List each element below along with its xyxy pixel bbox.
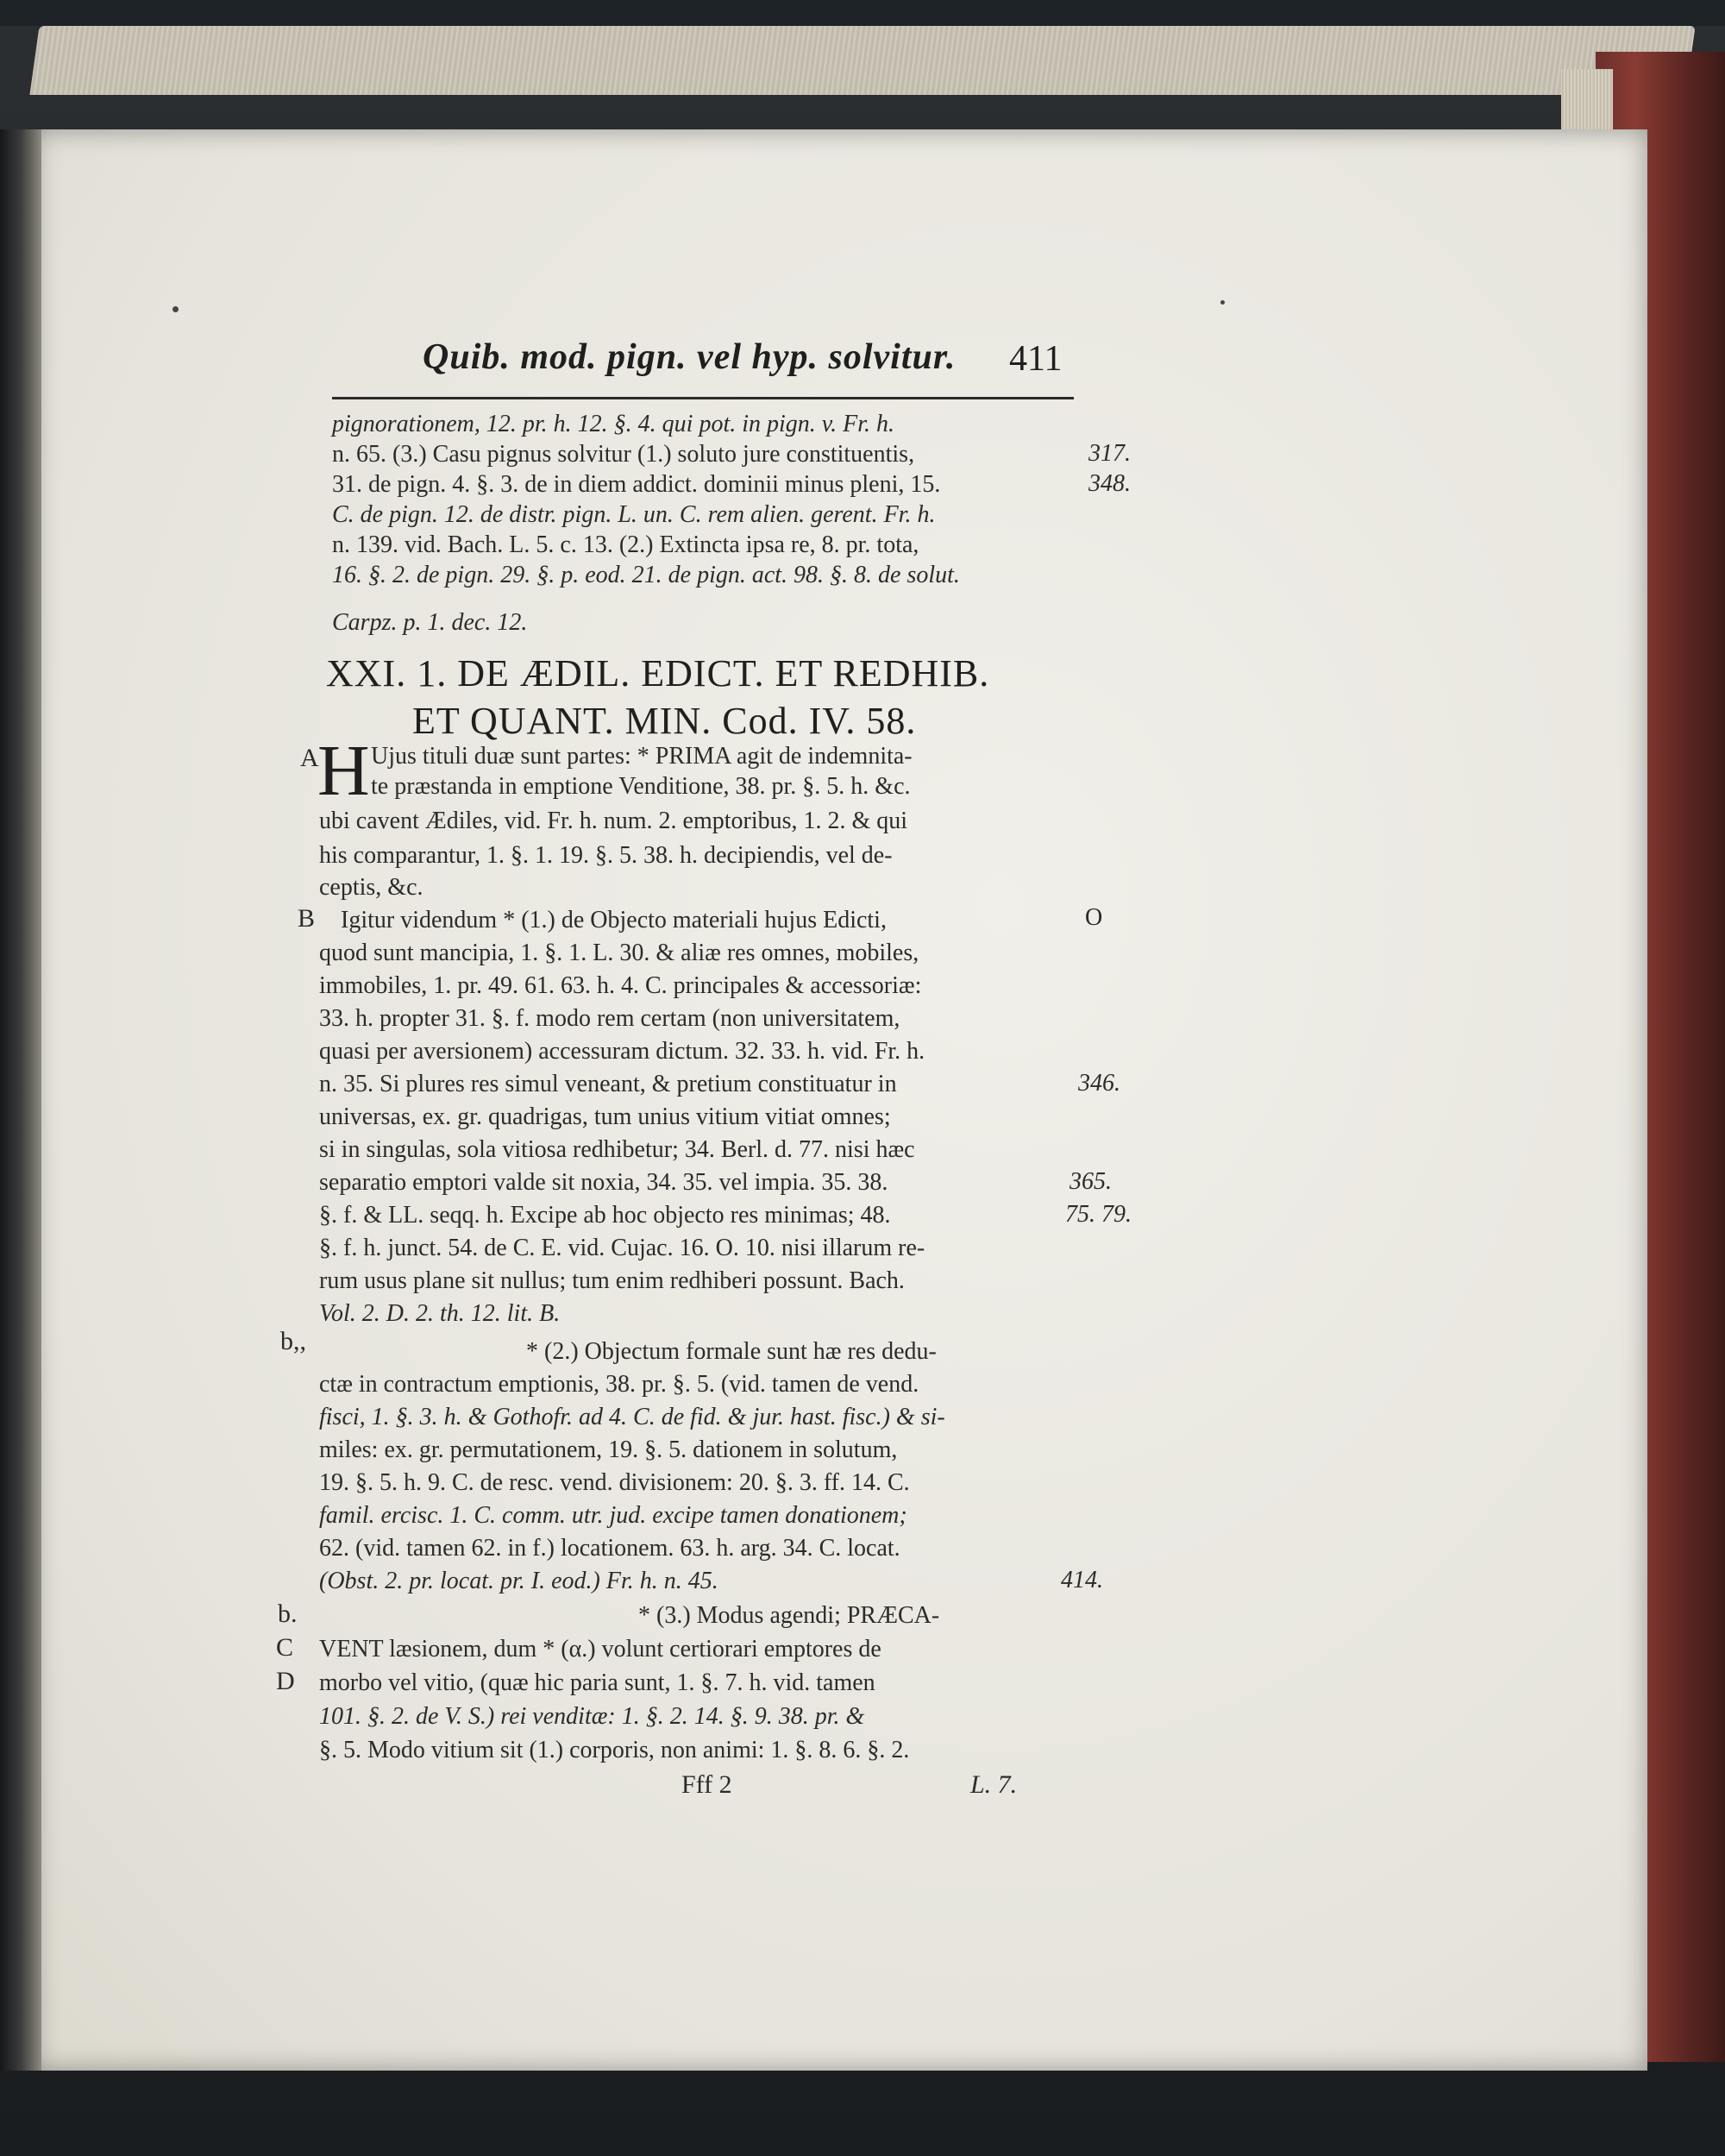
text-line: 62. (vid. tamen 62. in f.) locationem. 63. h. arg. 34. C. locat. [319, 1535, 900, 1562]
margin-letter-a: A [300, 744, 319, 772]
text-line: pignorationem, 12. pr. h. 12. §. 4. qui pot. in pign. v. Fr. h. [332, 411, 895, 437]
margin-letter-b3: b. [278, 1600, 298, 1628]
text-line: Igitur videndum * (1.) de Objecto materiali hujus Edicti, [341, 907, 887, 933]
text-line: Carpz. p. 1. dec. 12. [332, 609, 528, 636]
text-line: 33. h. propter 31. §. f. modo rem certam (non universitatem, [319, 1005, 900, 1032]
text-line: §. f. h. junct. 54. de C. E. vid. Cujac. 16. O. 10. nisi illarum re- [319, 1235, 925, 1261]
text-line: (Obst. 2. pr. locat. pr. I. eod.) Fr. h. n. 45. [319, 1568, 718, 1594]
header-rule [332, 397, 1074, 399]
text-line: quasi per aversionem) accessuram dictum. 32. 33. h. vid. Fr. h. [319, 1038, 925, 1065]
text-line: Ujus tituli duæ sunt partes: * PRIMA agit de indemnita- [371, 743, 913, 770]
text-line: n. 65. (3.) Casu pignus solvitur (1.) soluto jure constituentis, [332, 441, 915, 468]
text-line: rum usus plane sit nullus; tum enim redhiberi possunt. Bach. [319, 1267, 905, 1294]
section-heading-line2: ET QUANT. MIN. Cod. IV. 58. [412, 700, 917, 742]
ink-speck [1220, 300, 1225, 305]
catchword: L. 7. [970, 1770, 1018, 1799]
running-header [405, 336, 1095, 388]
margin-note: 348. [1088, 470, 1131, 497]
text-line: §. 5. Modo vitium sit (1.) corporis, non animi: 1. §. 8. 6. §. 2. [319, 1737, 910, 1763]
text-line: te præstanda in emptione Venditione, 38. pr. §. 5. h. &c. [371, 773, 911, 800]
margin-letter-b2: b,, [280, 1327, 306, 1355]
page-number: 411 [1009, 339, 1063, 379]
section-heading-line1: XXI. 1. DE ÆDIL. EDICT. ET REDHIB. [326, 652, 990, 695]
text-line: * (2.) Objectum formale sunt hæ res dedu- [526, 1338, 937, 1365]
text-line: ubi cavent Ædiles, vid. Fr. h. num. 2. emptoribus, 1. 2. & qui [319, 808, 908, 834]
text-line: * (3.) Modus agendi; PRÆCA- [638, 1602, 940, 1629]
text-line: 16. §. 2. de pign. 29. §. p. eod. 21. de pign. act. 98. §. 8. de solut. [332, 562, 960, 588]
margin-letter-b: B [298, 904, 316, 933]
margin-note: 414. [1061, 1567, 1103, 1593]
page-stack-top [29, 26, 1695, 95]
text-line: his comparantur, 1. §. 1. 19. §. 5. 38. h. decipiendis, vel de- [319, 842, 893, 869]
left-binding [0, 129, 41, 2071]
text-line: VENT læsionem, dum * (α.) volunt certiorari emptores de [319, 1636, 881, 1663]
signature-mark: Fff 2 [681, 1770, 732, 1799]
margin-note: O [1085, 904, 1103, 931]
margin-note: 317. [1088, 440, 1131, 467]
text-line: si in singulas, sola vitiosa redhibetur; 34. Berl. d. 77. nisi hæc [319, 1136, 915, 1163]
text-line: morbo vel vitio, (quæ hic paria sunt, 1. §. 7. h. vid. tamen [319, 1669, 875, 1696]
ink-speck [172, 306, 179, 312]
margin-note: 365. [1070, 1168, 1112, 1195]
text-line: §. f. & LL. seqq. h. Excipe ab hoc objecto res minimas; 48. [319, 1202, 891, 1229]
text-line: miles: ex. gr. permutationem, 19. §. 5. dationem in solutum, [319, 1436, 898, 1463]
text-line: 31. de pign. 4. §. 3. de in diem addict. dominii minus pleni, 15. [332, 471, 941, 498]
text-line: immobiles, 1. pr. 49. 61. 63. h. 4. C. principales & accessoriæ: [319, 972, 922, 999]
text-line: fisci, 1. §. 3. h. & Gothofr. ad 4. C. de fid. & jur. hast. fisc.) & si- [319, 1404, 945, 1430]
text-line: universas, ex. gr. quadrigas, tum unius vitium vitiat omnes; [319, 1103, 891, 1130]
drop-cap: H [317, 731, 370, 811]
running-title: Quib. mod. pign. vel hyp. solvitur. [423, 337, 957, 377]
text-line: C. de pign. 12. de distr. pign. L. un. C. rem alien. gerent. Fr. h. [332, 501, 936, 528]
text-line: n. 35. Si plures res simul veneant, & pretium constituatur in [319, 1071, 897, 1097]
text-line: n. 139. vid. Bach. L. 5. c. 13. (2.) Extincta ipsa re, 8. pr. tota, [332, 531, 919, 558]
text-line: quod sunt mancipia, 1. §. 1. L. 30. & aliæ res omnes, mobiles, [319, 940, 919, 966]
margin-letter-c: C [276, 1633, 294, 1662]
text-line: ctæ in contractum emptionis, 38. pr. §. 5. (vid. tamen de vend. [319, 1371, 919, 1398]
text-line: ceptis, &c. [319, 874, 423, 901]
margin-note: 75. 79. [1065, 1201, 1132, 1228]
text-line: famil. ercisc. 1. C. comm. utr. jud. excipe tamen donationem; [319, 1502, 907, 1529]
margin-note: 346. [1078, 1070, 1120, 1097]
text-line: 19. §. 5. h. 9. C. de resc. vend. divisionem: 20. §. 3. ff. 14. C. [319, 1469, 910, 1496]
text-line: Vol. 2. D. 2. th. 12. lit. B. [319, 1300, 561, 1327]
text-line: 101. §. 2. de V. S.) rei venditæ: 1. §. 2. 14. §. 9. 38. pr. & [319, 1703, 865, 1730]
margin-letter-d: D [276, 1667, 295, 1695]
text-line: separatio emptori valde sit noxia, 34. 35. vel impia. 35. 38. [319, 1169, 888, 1196]
